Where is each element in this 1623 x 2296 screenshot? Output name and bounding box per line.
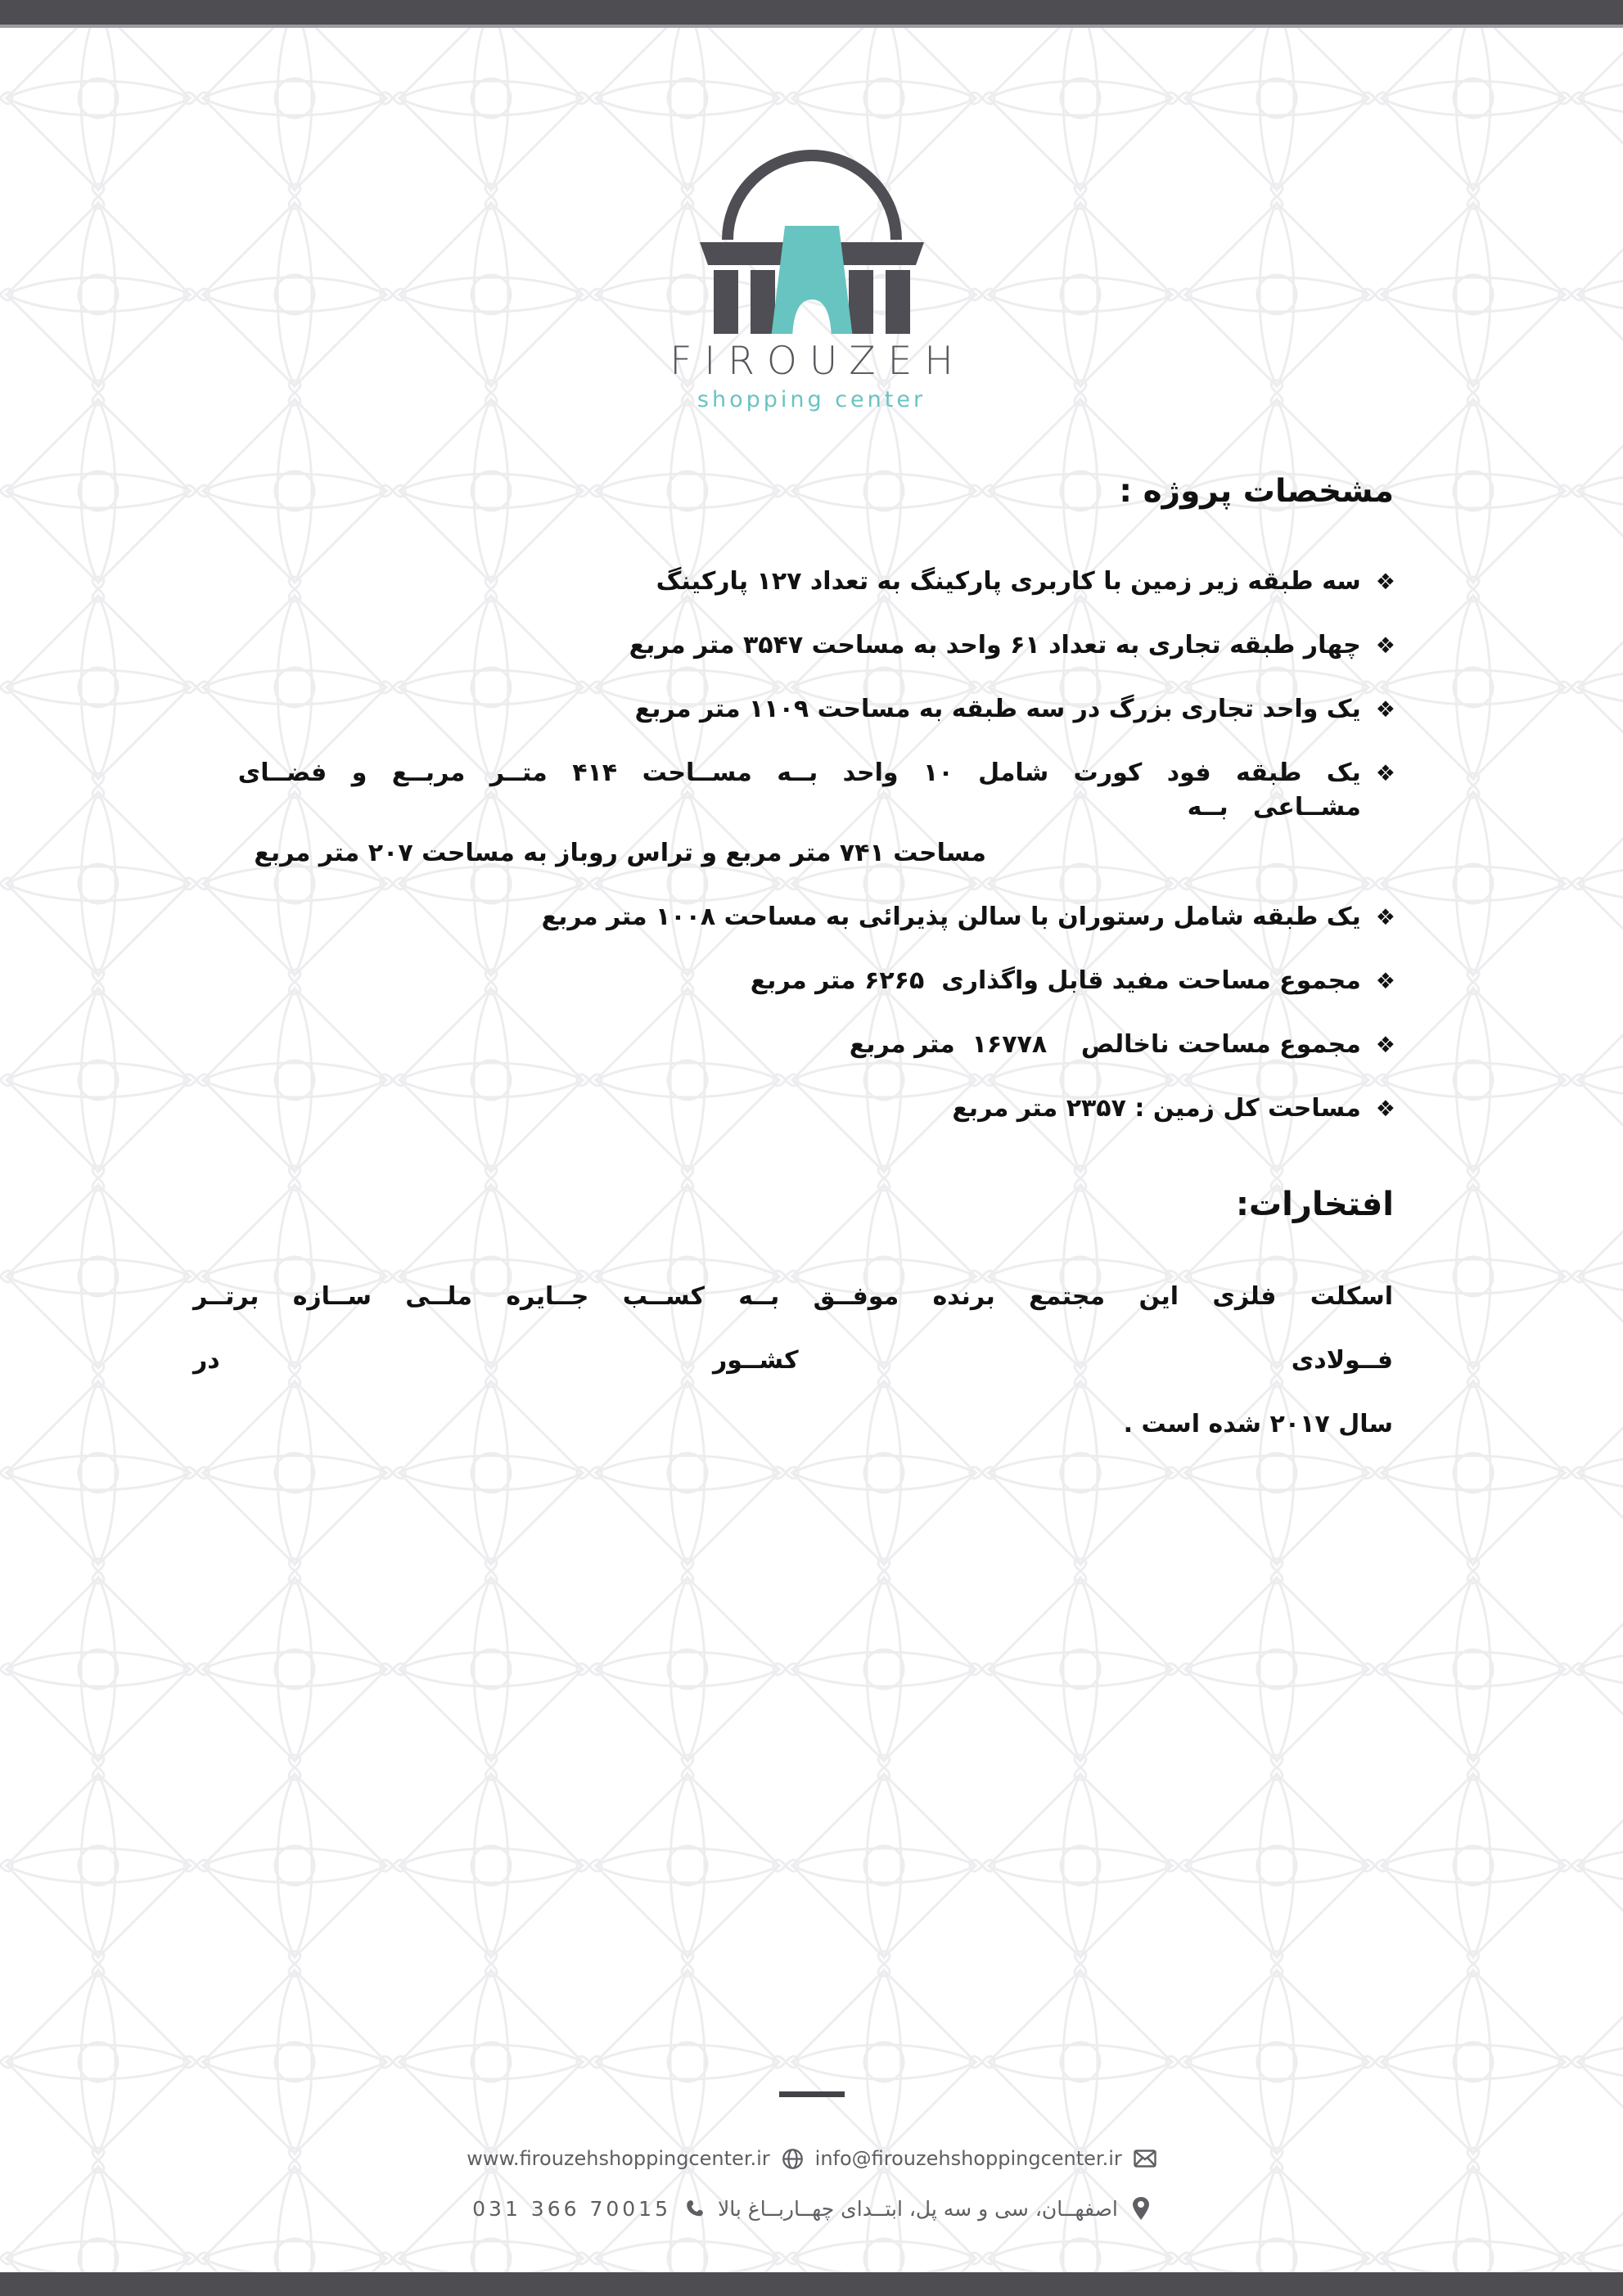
list-item: [164, 617, 1395, 681]
list-item-text: یک واحد تجاری بزرگ در سه طبقه به مساحت ۱۱۰۹ متر مربع: [634, 695, 1361, 723]
diamond-bullet-icon: ❖: [1375, 697, 1395, 723]
top-bar-edge: [0, 25, 1623, 28]
phone-number: 031 366 70015: [472, 2196, 671, 2221]
list-item-text: یک طبقه شامل رستوران با سالن پذیرائی به مساحت ۱۰۰۸ متر مربع: [541, 903, 1361, 931]
logo-wordmark: FIROUZEH: [669, 339, 966, 384]
diamond-bullet-icon: ❖: [1375, 969, 1395, 994]
footer-divider: [779, 2091, 845, 2097]
list-item: [164, 1080, 1395, 1144]
specs-heading: مشخصات پروژه :: [1119, 473, 1394, 511]
list-item: [164, 553, 1395, 617]
list-item: [164, 952, 1395, 1016]
logo-tagline: shopping center: [697, 387, 926, 412]
email-link[interactable]: info@firouzehshoppingcenter.ir: [814, 2147, 1122, 2170]
bottom-bar: [0, 2272, 1623, 2296]
footer-contact-address: [0, 2196, 1623, 2221]
list-item-text: چهار طبقه تجاری به تعداد ۶۱ واحد به مساحت ۳۵۴۷ متر مربع: [629, 631, 1361, 660]
firouzeh-arch-icon: [677, 105, 947, 334]
list-item: [164, 889, 1395, 952]
list-item-text: مساحت ۷۴۱ متر مربع و تراس روباز به مساحت ۲۰۷ متر مربع: [254, 839, 986, 867]
specs-list: [164, 553, 1395, 1144]
honors-paragraph: [193, 1265, 1393, 1456]
location-pin-icon: [1131, 2196, 1151, 2221]
list-item-continuation: [164, 825, 986, 889]
diamond-bullet-icon: ❖: [1375, 905, 1395, 930]
diamond-bullet-icon: ❖: [1375, 569, 1395, 595]
list-item-text: مساحت کل زمین : ۲۳۵۷ متر مربع: [952, 1094, 1361, 1123]
diamond-bullet-icon: ❖: [1375, 761, 1395, 786]
top-bar: [0, 0, 1623, 25]
website-link[interactable]: www.firouzehshoppingcenter.ir: [467, 2147, 770, 2170]
footer-contact-web: [0, 2147, 1623, 2170]
list-item: [164, 681, 1395, 745]
list-item: [164, 1016, 1395, 1080]
globe-icon: [782, 2148, 804, 2170]
diamond-bullet-icon: ❖: [1375, 1096, 1395, 1122]
honors-line: سال ۲۰۱۷ شده است .: [1123, 1410, 1393, 1438]
list-item-text: یک طبقه فود کورت شامل ۱۰ واحد بــه مســاحت ۴۱۴ متــر مربــع و فضــای مشــاعی بــه: [213, 759, 1361, 822]
diamond-bullet-icon: ❖: [1375, 633, 1395, 659]
diamond-bullet-icon: ❖: [1375, 1033, 1395, 1058]
honors-line: اسکلت فلزی این مجتمع برنده موفــق بــه کســب جــایره ملــی ســازه برتــر فــولادی کشــور در: [193, 1282, 1393, 1375]
list-item-text: سه طبقه زیر زمین با کاربری پارکینگ به تعداد ۱۲۷ پارکینگ: [656, 567, 1361, 596]
phone-icon: [684, 2199, 705, 2219]
envelope-icon: [1134, 2150, 1156, 2168]
list-item: [164, 745, 1395, 825]
list-item-text: مجموع مساحت مفید قابل واگذاری ۶۲۶۵ متر مربع: [750, 966, 1361, 995]
list-item-text: مجموع مساحت ناخالص ۱۶۷۷۸ متر مربع: [849, 1030, 1361, 1059]
logo: [0, 105, 1623, 412]
honors-heading: افتخارات:: [1235, 1185, 1394, 1223]
address-text: اصفهــان، سی و سه پل، ابتــدای چهــاربــاغ بالا: [718, 2196, 1118, 2221]
